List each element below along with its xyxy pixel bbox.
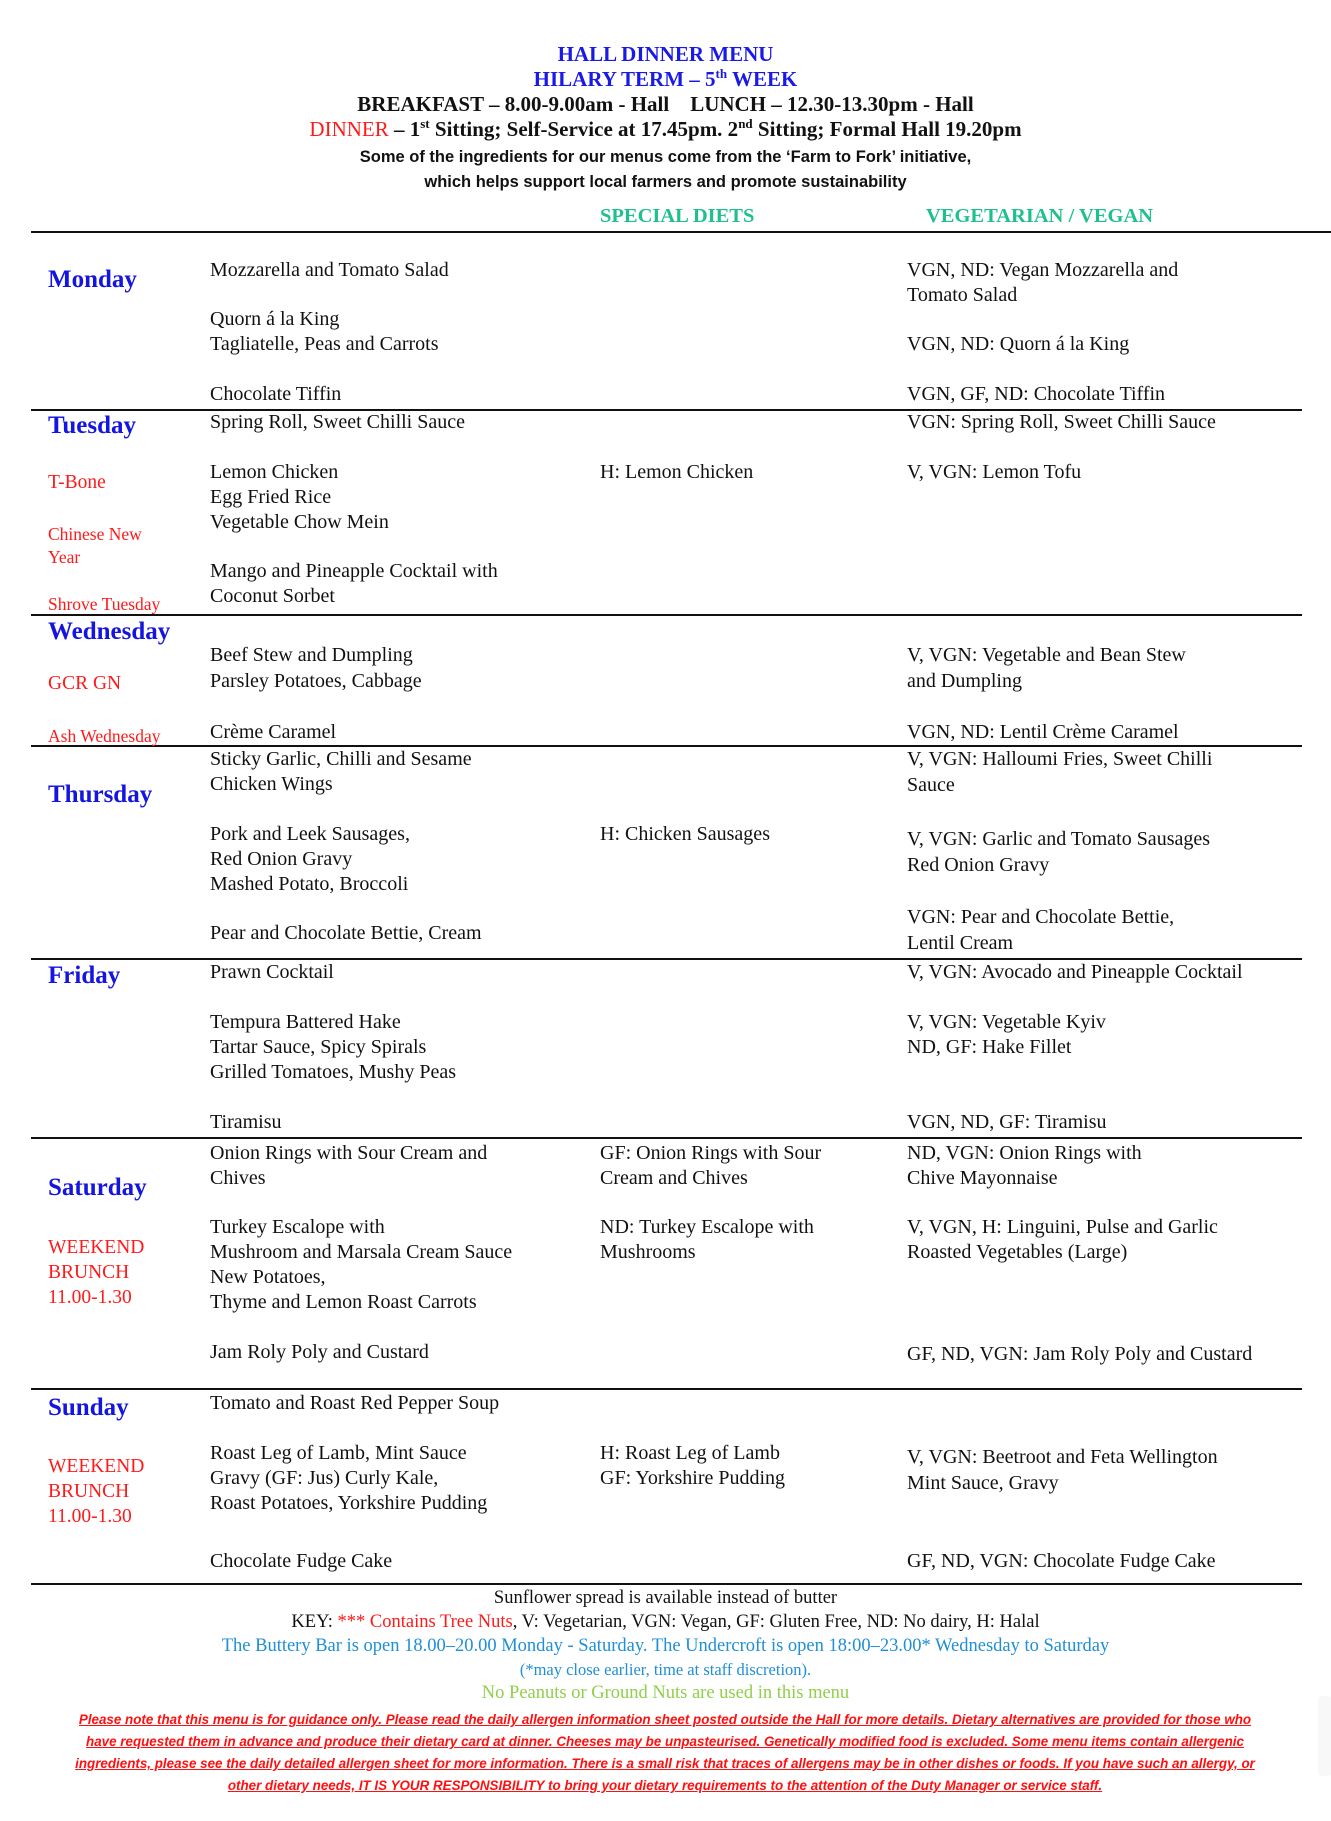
dish: Tartar Sauce, Spicy Spirals <box>210 1036 427 1058</box>
day-name: Monday <box>48 266 137 293</box>
veg-dish: Roasted Vegetables (Large) <box>907 1241 1128 1263</box>
special-dish: GF: Yorkshire Pudding <box>600 1467 786 1489</box>
day-note: GCR GN <box>48 673 122 694</box>
dish: Mozzarella and Tomato Salad <box>210 259 449 281</box>
day-note: BRUNCH <box>48 1262 130 1283</box>
day-name: Friday <box>48 962 121 989</box>
veg-dish: VGN, GF, ND: Chocolate Tiffin <box>907 383 1166 405</box>
veg-dish: ND, GF: Hake Fillet <box>907 1036 1072 1058</box>
dish: Pear and Chocolate Bettie, Cream <box>210 922 482 944</box>
veg-dish: V, VGN: Beetroot and Feta Wellington <box>907 1446 1218 1468</box>
dinner-sup2: nd <box>738 116 753 131</box>
dish: Vegetable Chow Mein <box>210 511 389 533</box>
dish: Onion Rings with Sour Cream and <box>210 1142 488 1164</box>
day-name: Sunday <box>48 1394 129 1421</box>
bar-hours: The Buttery Bar is open 18.00–20.00 Monday - Saturday. The Undercroft is open 18:00–23.00* Wednesday to Saturday <box>221 1636 1110 1656</box>
dish: Roast Potatoes, Yorkshire Pudding <box>210 1492 488 1514</box>
special-dish: ND: Turkey Escalope with <box>600 1216 814 1238</box>
dish: Mashed Potato, Broccoli <box>210 873 409 895</box>
column-vegetarian-vegan: VEGETARIAN / VEGAN <box>926 205 1154 227</box>
allergen-key <box>0 1612 1331 1633</box>
divider-tuesday <box>31 614 1302 616</box>
dinner-label: DINNER <box>309 117 389 141</box>
veg-dish: GF, ND, VGN: Jam Roly Poly and Custard <box>907 1343 1253 1365</box>
disclaimer-line: have requested them in advance and produce their dietary card at dinner. Cheeses may be unpasteurised. Genetically modified food is excluded. Some menu items contain allergenic <box>86 1734 1244 1749</box>
farm-to-fork-line1: Some of the ingredients for our menus come from the ‘Farm to Fork’ initiative, <box>359 148 972 166</box>
veg-dish: GF, ND, VGN: Chocolate Fudge Cake <box>907 1550 1216 1572</box>
day-note: T-Bone <box>48 472 106 493</box>
day-name: Tuesday <box>48 412 137 439</box>
veg-dish: V, VGN: Vegetable Kyiv <box>907 1011 1106 1033</box>
term-heading <box>0 67 1331 92</box>
sunflower-spread-note: Sunflower spread is available instead of butter <box>493 1588 838 1608</box>
no-peanuts-note: No Peanuts or Ground Nuts are used in this menu <box>481 1683 850 1703</box>
disclaimer-line: other dietary needs, IT IS YOUR RESPONSIBILITY to bring your dietary requirements to the attention of the Duty Manager or service staff. <box>227 1778 1103 1793</box>
term-prefix: HILARY TERM – 5 <box>533 67 716 91</box>
dish: Chives <box>210 1167 266 1189</box>
dish: Turkey Escalope with <box>210 1216 385 1238</box>
dish: Mango and Pineapple Cocktail with <box>210 560 498 582</box>
menu-title: HALL DINNER MENU <box>557 42 774 66</box>
dish: Gravy (GF: Jus) Curly Kale, <box>210 1467 439 1489</box>
dish: Crème Caramel <box>210 721 337 743</box>
day-note: Shrove Tuesday <box>48 594 161 614</box>
special-dish: Cream and Chives <box>600 1167 748 1189</box>
dish: Coconut Sorbet <box>210 585 335 607</box>
column-special-diets: SPECIAL DIETS <box>600 205 755 227</box>
divider-sunday <box>31 1583 1302 1585</box>
veg-dish: VGN: Pear and Chocolate Bettie, <box>907 906 1175 928</box>
veg-dish: Sauce <box>907 774 955 796</box>
dish: Beef Stew and Dumpling <box>210 644 413 666</box>
veg-dish: Chive Mayonnaise <box>907 1167 1058 1189</box>
term-suffix: WEEK <box>727 67 798 91</box>
divider-friday <box>31 1137 1302 1139</box>
veg-dish: VGN, ND: Quorn á la King <box>907 333 1130 355</box>
veg-dish: V, VGN: Avocado and Pineapple Cocktail <box>907 961 1243 983</box>
dish: Mushroom and Marsala Cream Sauce <box>210 1241 513 1263</box>
veg-dish: VGN, ND: Vegan Mozzarella and <box>907 259 1179 281</box>
dinner-sup1: st <box>420 116 430 131</box>
dish: Thyme and Lemon Roast Carrots <box>210 1291 477 1313</box>
dinner-part3: Sitting; Formal Hall 19.20pm <box>752 117 1022 141</box>
veg-dish: and Dumpling <box>907 670 1022 692</box>
dinner-part2: Sitting; Self-Service at 17.45pm. 2 <box>429 117 739 141</box>
dinner-times <box>0 117 1331 142</box>
dish: Roast Leg of Lamb, Mint Sauce <box>210 1442 467 1464</box>
allergen-disclaimer <box>40 1709 1290 1797</box>
veg-dish: Lentil Cream <box>907 932 1014 954</box>
key-definitions: , V: Vegetarian, VGN: Vegan, GF: Gluten Free, ND: No dairy, H: Halal <box>512 1612 1040 1632</box>
veg-dish: V, VGN: Lemon Tofu <box>907 461 1082 483</box>
veg-dish: ND, VGN: Onion Rings with <box>907 1142 1142 1164</box>
special-dish: GF: Onion Rings with Sour <box>600 1142 822 1164</box>
dish: Parsley Potatoes, Cabbage <box>210 670 422 692</box>
day-note: WEEKEND <box>48 1456 145 1477</box>
meal-times: BREAKFAST – 8.00-9.00am - Hall LUNCH – 12.30-13.30pm - Hall <box>357 92 974 116</box>
dish: Jam Roly Poly and Custard <box>210 1341 429 1363</box>
day-note: Year <box>48 547 81 567</box>
day-note: BRUNCH <box>48 1481 130 1502</box>
veg-dish: V, VGN: Vegetable and Bean Stew <box>907 644 1186 666</box>
key-label: KEY: <box>291 1612 338 1632</box>
key-tree-nuts: *** Contains Tree Nuts <box>337 1612 513 1632</box>
special-dish: H: Roast Leg of Lamb <box>600 1442 780 1464</box>
dish: Sticky Garlic, Chilli and Sesame <box>210 748 472 770</box>
day-note: 11.00-1.30 <box>48 1506 132 1527</box>
veg-dish: V, VGN: Garlic and Tomato Sausages <box>907 828 1211 850</box>
dish: Lemon Chicken <box>210 461 339 483</box>
dish: Tomato and Roast Red Pepper Soup <box>210 1392 500 1414</box>
dish: Quorn á la King <box>210 308 340 330</box>
veg-dish: V, VGN: Halloumi Fries, Sweet Chilli <box>907 748 1213 770</box>
disclaimer-line: Please note that this menu is for guidance only. Please read the daily allergen information sheet posted outside the Hall for more details. Dietary alternatives are provided for those who <box>78 1712 1252 1727</box>
dish: Prawn Cocktail <box>210 961 334 983</box>
dish: Egg Fried Rice <box>210 486 332 508</box>
day-name: Saturday <box>48 1174 147 1201</box>
dish: Spring Roll, Sweet Chilli Sauce <box>210 411 465 433</box>
day-note: WEEKEND <box>48 1237 145 1258</box>
day-note: Ash Wednesday <box>48 726 161 746</box>
special-dish: H: Chicken Sausages <box>600 823 770 845</box>
day-name: Wednesday <box>48 618 171 645</box>
dish: Pork and Leek Sausages, <box>210 823 410 845</box>
bar-hours-note: (*may close earlier, time at staff discretion). <box>519 1660 812 1679</box>
dish: Tagliatelle, Peas and Carrots <box>210 333 439 355</box>
divider-header <box>31 231 1331 233</box>
veg-dish: Mint Sauce, Gravy <box>907 1472 1059 1494</box>
veg-dish: Red Onion Gravy <box>907 854 1050 876</box>
term-sup: th <box>715 66 728 81</box>
veg-dish: VGN: Spring Roll, Sweet Chilli Sauce <box>907 411 1216 433</box>
day-note: 11.00-1.30 <box>48 1287 132 1308</box>
day-name: Thursday <box>48 781 153 808</box>
disclaimer-line: ingredients, please see the daily detailed allergen sheet for more information. There is a small risk that traces of allergens may be in other dishes or foods. If you have such an allergy, or <box>75 1756 1255 1771</box>
day-note: Chinese New <box>48 524 142 544</box>
dish: Tiramisu <box>210 1111 282 1133</box>
special-dish: H: Lemon Chicken <box>600 461 754 483</box>
special-dish: Mushrooms <box>600 1241 696 1263</box>
farm-to-fork-line2: which helps support local farmers and promote sustainability <box>424 173 907 191</box>
dish: New Potatoes, <box>210 1266 326 1288</box>
divider-saturday <box>31 1388 1302 1390</box>
veg-dish: VGN, ND: Lentil Crème Caramel <box>907 721 1179 743</box>
veg-dish: Tomato Salad <box>907 284 1018 306</box>
dish: Tempura Battered Hake <box>210 1011 401 1033</box>
veg-dish: V, VGN, H: Linguini, Pulse and Garlic <box>907 1216 1218 1238</box>
dish: Red Onion Gravy <box>210 848 353 870</box>
page-edge-shadow <box>1318 1696 1331 1776</box>
dish: Grilled Tomatoes, Mushy Peas <box>210 1061 456 1083</box>
dish: Chicken Wings <box>210 773 333 795</box>
veg-dish: VGN, ND, GF: Tiramisu <box>907 1111 1107 1133</box>
dish: Chocolate Tiffin <box>210 383 342 405</box>
dish: Chocolate Fudge Cake <box>210 1550 393 1572</box>
dinner-part1: – 1 <box>388 117 421 141</box>
